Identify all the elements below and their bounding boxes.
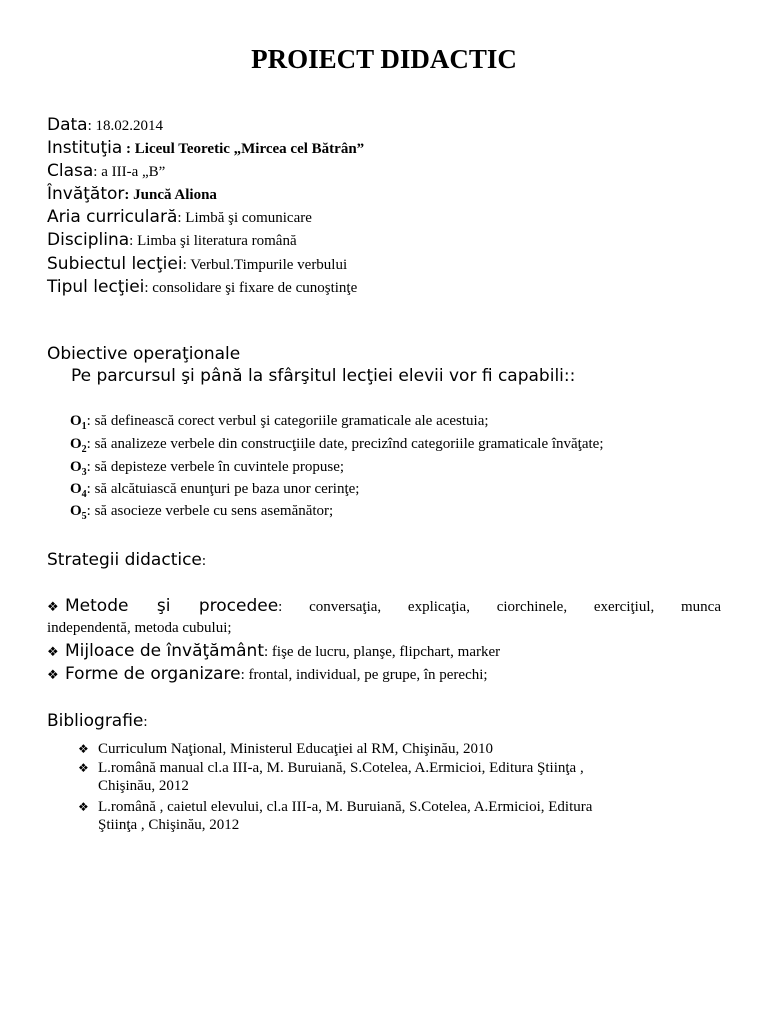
- bibliography-line: Chişinău, 2012: [98, 778, 189, 794]
- info-teacher: [47, 184, 217, 204]
- objective-sub: 1: [81, 421, 87, 432]
- document-title: PROIECT DIDACTIC: [251, 44, 517, 74]
- bibliography-heading: [47, 711, 148, 731]
- objective-text: : să analizeze verbele din construcţiile date, precizînd categoriile gramaticale învăţate;: [86, 436, 604, 452]
- info-value: : Limba şi literatura română: [129, 233, 297, 249]
- info-institution: [47, 138, 364, 158]
- objective-sub: 4: [81, 489, 87, 500]
- objective-item: [70, 436, 604, 455]
- info-value: : Juncă Aliona: [124, 187, 217, 203]
- strategies-heading: [47, 550, 206, 570]
- diamond-bullet-icon: ❖: [47, 645, 59, 660]
- objective-text: : să definească corect verbul şi categoriile gramaticale ale acestuia;: [86, 413, 489, 429]
- info-value: : consolidare şi fixare de cunoştinţe: [144, 280, 358, 296]
- strategy-label: Forme de organizare: [65, 664, 241, 684]
- bibliography-line: L.română manual cl.a III-a, M. Buruiană, S.Cotelea, A.Ermicioi, Editura Ştiinţa ,: [98, 760, 584, 776]
- objective-code: O: [70, 503, 82, 519]
- strategy-forms: [47, 664, 721, 684]
- objective-text: : să depisteze verbele în cuvintele propuse;: [86, 459, 345, 475]
- bibliography-line: L.română , caietul elevului, cl.a III-a, M. Buruiană, S.Cotelea, A.Ermicioi, Editura: [98, 799, 593, 815]
- bibliography-item: [78, 759, 718, 795]
- info-class: [47, 161, 165, 181]
- objective-item: [70, 481, 359, 500]
- info-value: : 18.02.2014: [87, 118, 164, 134]
- info-date: [47, 115, 163, 135]
- strategy-means: [47, 641, 721, 661]
- objective-text: : să alcătuiască enunţuri pe baza unor cerinţe;: [86, 481, 360, 497]
- objective-sub: 3: [81, 467, 87, 478]
- info-subject: [47, 254, 347, 274]
- diamond-bullet-icon: ❖: [78, 761, 89, 775]
- info-lesson-type: [47, 277, 357, 297]
- info-label: Instituţia: [47, 138, 123, 158]
- info-label: Clasa: [47, 161, 94, 181]
- strategy-methods-continued: independentă, metoda cubului;: [47, 620, 232, 636]
- objectives-heading: Obiective operaţionale: [47, 344, 241, 364]
- info-discipline: [47, 230, 297, 250]
- objective-sub: 2: [81, 444, 87, 455]
- strategy-methods: [47, 596, 721, 616]
- objective-code: O: [70, 481, 82, 497]
- diamond-bullet-icon: ❖: [78, 742, 89, 756]
- info-value: : a III-a „B”: [93, 164, 166, 180]
- info-label: Subiectul lecţiei: [47, 254, 183, 274]
- bibliography-heading-text: Bibliografie: [47, 711, 144, 731]
- bibliography-item: [78, 798, 718, 834]
- info-value: : Limbă şi comunicare: [177, 210, 312, 226]
- strategy-value: : frontal, individual, pe grupe, în perechi;: [240, 667, 488, 683]
- info-label: Aria curriculară: [47, 207, 178, 227]
- objective-item: [70, 413, 489, 432]
- bibliography-line: Curriculum Naţional, Ministerul Educaţiei al RM, Chişinău, 2010: [98, 741, 493, 757]
- bibliography-item: [78, 740, 718, 758]
- strategies-heading-text: Strategii didactice: [47, 550, 202, 570]
- diamond-bullet-icon: ❖: [47, 600, 59, 615]
- diamond-bullet-icon: ❖: [78, 800, 89, 814]
- info-value: : Verbul.Timpurile verbului: [182, 257, 348, 273]
- info-label: Disciplina: [47, 230, 130, 250]
- info-label: Tipul lecţiei: [47, 277, 145, 297]
- info-value: : Liceul Teoretic „Mircea cel Bătrân”: [122, 141, 365, 157]
- strategy-label: Metode şi procedee: [65, 596, 279, 616]
- objective-text: : să asocieze verbele cu sens asemănător;: [86, 503, 334, 519]
- info-label: Învăţător: [47, 184, 125, 204]
- diamond-bullet-icon: ❖: [47, 668, 59, 683]
- objective-sub: 5: [81, 511, 87, 522]
- objective-code: O: [70, 436, 82, 452]
- bibliography-line: Ştiinţa , Chişinău, 2012: [98, 817, 240, 833]
- strategy-label: Mijloace de învăţământ: [65, 641, 264, 661]
- objective-code: O: [70, 459, 82, 475]
- objective-item: [70, 459, 344, 478]
- bibliography-heading-suffix: :: [143, 714, 148, 730]
- strategy-value: : fişe de lucru, planşe, flipchart, marker: [264, 644, 501, 660]
- strategy-value: : conversaţia, explicaţia, ciorchinele, exerciţiul, munca: [278, 599, 721, 615]
- objectives-subheading: Pe parcursul şi până la sfârşitul lecţiei elevii vor fi capabili::: [71, 366, 576, 386]
- strategies-heading-suffix: :: [201, 553, 207, 569]
- info-curricular-area: [47, 207, 312, 227]
- objective-item: [70, 503, 333, 522]
- info-label: Data: [47, 115, 88, 135]
- objective-code: O: [70, 413, 82, 429]
